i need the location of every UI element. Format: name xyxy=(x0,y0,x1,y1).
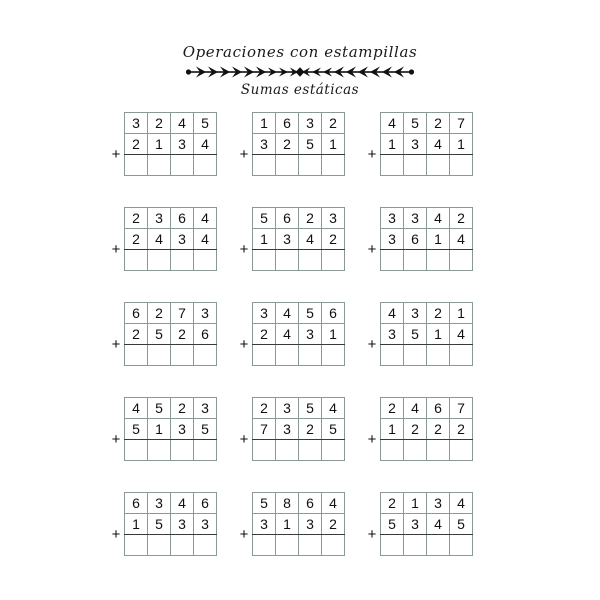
answer-cell[interactable] xyxy=(427,535,450,556)
answer-cell[interactable] xyxy=(427,345,450,366)
augend-row xyxy=(253,398,345,419)
answer-cell[interactable] xyxy=(253,440,276,461)
digit-cell: 8 xyxy=(276,493,299,514)
addend-row xyxy=(381,419,473,440)
place-value-grid xyxy=(380,397,473,461)
digit-cell: 2 xyxy=(299,208,322,229)
digit-cell: 3 xyxy=(253,514,276,535)
place-value-grid xyxy=(380,112,473,176)
augend-row xyxy=(381,398,473,419)
digit-cell: 3 xyxy=(404,514,427,535)
answer-cell[interactable] xyxy=(125,250,148,271)
digit-cell: 3 xyxy=(253,303,276,324)
digit-cell: 3 xyxy=(194,514,217,535)
answer-cell[interactable] xyxy=(276,535,299,556)
plus-sign: + xyxy=(239,430,249,448)
digit-cell: 1 xyxy=(148,134,171,155)
plus-sign: + xyxy=(111,145,121,163)
answer-cell[interactable] xyxy=(276,440,299,461)
augend-row xyxy=(381,303,473,324)
answer-cell[interactable] xyxy=(381,250,404,271)
place-value-grid xyxy=(252,397,345,461)
plus-sign: + xyxy=(367,335,377,353)
digit-cell: 5 xyxy=(194,113,217,134)
answer-cell[interactable] xyxy=(322,535,345,556)
answer-cell[interactable] xyxy=(148,155,171,176)
augend-row xyxy=(381,208,473,229)
answer-cell[interactable] xyxy=(194,535,217,556)
answer-cell[interactable] xyxy=(125,345,148,366)
place-value-grid xyxy=(124,302,217,366)
answer-cell[interactable] xyxy=(125,155,148,176)
digit-cell: 4 xyxy=(450,229,473,250)
addition-problem xyxy=(364,397,492,461)
augend-row xyxy=(381,113,473,134)
place-value-grid xyxy=(124,397,217,461)
plus-sign: + xyxy=(367,430,377,448)
digit-cell: 5 xyxy=(253,208,276,229)
answer-cell[interactable] xyxy=(381,155,404,176)
digit-cell: 4 xyxy=(125,398,148,419)
digit-cell: 1 xyxy=(404,493,427,514)
answer-cell[interactable] xyxy=(450,535,473,556)
answer-cell[interactable] xyxy=(125,535,148,556)
digit-cell: 6 xyxy=(427,398,450,419)
digit-cell: 1 xyxy=(322,134,345,155)
addition-problem xyxy=(236,492,364,556)
answer-cell[interactable] xyxy=(299,345,322,366)
digit-cell: 2 xyxy=(427,113,450,134)
digit-cell: 3 xyxy=(171,134,194,155)
place-value-grid xyxy=(380,302,473,366)
addition-problem xyxy=(364,492,492,556)
plus-sign: + xyxy=(367,525,377,543)
problem-row xyxy=(0,207,600,302)
digit-cell: 1 xyxy=(381,419,404,440)
addend-row xyxy=(381,134,473,155)
answer-cell[interactable] xyxy=(322,345,345,366)
digit-cell: 2 xyxy=(253,324,276,345)
answer-cell[interactable] xyxy=(450,440,473,461)
digit-cell: 2 xyxy=(253,398,276,419)
answer-cell[interactable] xyxy=(299,250,322,271)
digit-cell: 3 xyxy=(299,514,322,535)
digit-cell: 2 xyxy=(450,208,473,229)
page-title: Operaciones con estampillas xyxy=(182,43,418,61)
digit-cell: 2 xyxy=(171,398,194,419)
digit-cell: 2 xyxy=(125,208,148,229)
answer-row xyxy=(125,440,217,461)
digit-cell: 4 xyxy=(381,113,404,134)
digit-cell: 4 xyxy=(427,208,450,229)
digit-cell: 4 xyxy=(276,324,299,345)
digit-cell: 2 xyxy=(276,134,299,155)
digit-cell: 1 xyxy=(322,324,345,345)
digit-cell: 2 xyxy=(381,493,404,514)
answer-cell[interactable] xyxy=(322,155,345,176)
digit-cell: 4 xyxy=(450,324,473,345)
answer-row xyxy=(253,250,345,271)
answer-cell[interactable] xyxy=(427,155,450,176)
place-value-grid xyxy=(380,492,473,556)
digit-cell: 4 xyxy=(148,229,171,250)
plus-sign: + xyxy=(239,240,249,258)
answer-cell[interactable] xyxy=(171,155,194,176)
place-value-grid xyxy=(252,492,345,556)
place-value-grid xyxy=(380,207,473,271)
digit-cell: 3 xyxy=(276,398,299,419)
answer-cell[interactable] xyxy=(381,440,404,461)
addend-row xyxy=(381,324,473,345)
digit-cell: 5 xyxy=(299,134,322,155)
answer-cell[interactable] xyxy=(171,440,194,461)
digit-cell: 2 xyxy=(322,514,345,535)
addition-problem xyxy=(108,492,236,556)
addend-row xyxy=(125,514,217,535)
digit-cell: 6 xyxy=(194,493,217,514)
digit-cell: 3 xyxy=(381,229,404,250)
addend-row xyxy=(125,324,217,345)
digit-cell: 2 xyxy=(125,324,148,345)
answer-cell[interactable] xyxy=(450,345,473,366)
answer-row xyxy=(253,155,345,176)
digit-cell: 2 xyxy=(148,113,171,134)
digit-cell: 3 xyxy=(148,493,171,514)
answer-cell[interactable] xyxy=(450,155,473,176)
digit-cell: 5 xyxy=(322,419,345,440)
digit-cell: 1 xyxy=(427,324,450,345)
answer-row xyxy=(125,155,217,176)
addition-problem xyxy=(236,207,364,271)
answer-cell[interactable] xyxy=(171,345,194,366)
augend-row xyxy=(253,303,345,324)
addition-problem xyxy=(108,112,236,176)
augend-row xyxy=(381,493,473,514)
digit-cell: 3 xyxy=(125,113,148,134)
addition-problem xyxy=(108,397,236,461)
digit-cell: 3 xyxy=(148,208,171,229)
answer-cell[interactable] xyxy=(404,250,427,271)
answer-row xyxy=(253,345,345,366)
place-value-grid xyxy=(252,302,345,366)
digit-cell: 5 xyxy=(381,514,404,535)
digit-cell: 3 xyxy=(276,229,299,250)
augend-row xyxy=(125,208,217,229)
addend-row xyxy=(125,229,217,250)
addition-problem xyxy=(364,302,492,366)
answer-cell[interactable] xyxy=(125,440,148,461)
answer-cell[interactable] xyxy=(404,345,427,366)
answer-cell[interactable] xyxy=(194,440,217,461)
addend-row xyxy=(253,134,345,155)
answer-cell[interactable] xyxy=(381,535,404,556)
plus-sign: + xyxy=(367,145,377,163)
addition-problem xyxy=(236,397,364,461)
digit-cell: 7 xyxy=(253,419,276,440)
addition-problem xyxy=(108,207,236,271)
digit-cell: 1 xyxy=(381,134,404,155)
digit-cell: 4 xyxy=(450,493,473,514)
digit-cell: 2 xyxy=(148,303,171,324)
digit-cell: 1 xyxy=(450,303,473,324)
digit-cell: 1 xyxy=(276,514,299,535)
digit-cell: 3 xyxy=(171,419,194,440)
digit-cell: 5 xyxy=(125,419,148,440)
plus-sign: + xyxy=(111,240,121,258)
digit-cell: 2 xyxy=(427,303,450,324)
addition-problem xyxy=(364,207,492,271)
digit-cell: 3 xyxy=(404,303,427,324)
addend-row xyxy=(125,419,217,440)
plus-sign: + xyxy=(239,335,249,353)
digit-cell: 5 xyxy=(148,324,171,345)
digit-cell: 3 xyxy=(404,208,427,229)
digit-cell: 3 xyxy=(404,134,427,155)
answer-row xyxy=(381,535,473,556)
digit-cell: 4 xyxy=(194,229,217,250)
place-value-grid xyxy=(124,112,217,176)
answer-cell[interactable] xyxy=(299,440,322,461)
plus-sign: + xyxy=(367,240,377,258)
problem-row xyxy=(0,397,600,492)
digit-cell: 6 xyxy=(404,229,427,250)
digit-cell: 5 xyxy=(194,419,217,440)
augend-row xyxy=(125,113,217,134)
problem-row xyxy=(0,302,600,397)
addition-problem xyxy=(364,112,492,176)
digit-cell: 4 xyxy=(194,208,217,229)
plus-sign: + xyxy=(111,335,121,353)
answer-cell[interactable] xyxy=(276,155,299,176)
digit-cell: 2 xyxy=(404,419,427,440)
answer-cell[interactable] xyxy=(194,250,217,271)
digit-cell: 4 xyxy=(404,398,427,419)
digit-cell: 2 xyxy=(427,419,450,440)
plus-sign: + xyxy=(111,430,121,448)
answer-cell[interactable] xyxy=(322,440,345,461)
addend-row xyxy=(253,514,345,535)
digit-cell: 7 xyxy=(450,398,473,419)
augend-row xyxy=(253,493,345,514)
page-subtitle: Sumas estáticas xyxy=(240,82,360,98)
digit-cell: 4 xyxy=(322,493,345,514)
answer-cell[interactable] xyxy=(171,250,194,271)
answer-cell[interactable] xyxy=(276,250,299,271)
digit-cell: 6 xyxy=(171,208,194,229)
digit-cell: 6 xyxy=(194,324,217,345)
addition-problem xyxy=(236,302,364,366)
answer-cell[interactable] xyxy=(253,250,276,271)
digit-cell: 3 xyxy=(322,208,345,229)
digit-cell: 5 xyxy=(404,324,427,345)
digit-cell: 4 xyxy=(427,134,450,155)
digit-cell: 5 xyxy=(253,493,276,514)
problem-row xyxy=(0,112,600,207)
answer-cell[interactable] xyxy=(299,155,322,176)
digit-cell: 4 xyxy=(322,398,345,419)
digit-cell: 2 xyxy=(381,398,404,419)
digit-cell: 2 xyxy=(322,113,345,134)
answer-cell[interactable] xyxy=(322,250,345,271)
answer-cell[interactable] xyxy=(148,345,171,366)
digit-cell: 5 xyxy=(299,303,322,324)
digit-cell: 4 xyxy=(194,134,217,155)
digit-cell: 6 xyxy=(276,208,299,229)
digit-cell: 4 xyxy=(276,303,299,324)
digit-cell: 2 xyxy=(322,229,345,250)
digit-cell: 3 xyxy=(381,208,404,229)
answer-row xyxy=(125,535,217,556)
answer-row xyxy=(381,345,473,366)
augend-row xyxy=(125,398,217,419)
augend-row xyxy=(253,208,345,229)
augend-row xyxy=(253,113,345,134)
digit-cell: 3 xyxy=(194,398,217,419)
plus-sign: + xyxy=(239,525,249,543)
worksheet-header xyxy=(0,42,600,99)
augend-row xyxy=(125,493,217,514)
addend-row xyxy=(125,134,217,155)
digit-cell: 2 xyxy=(125,134,148,155)
answer-cell[interactable] xyxy=(299,535,322,556)
plus-sign: + xyxy=(239,145,249,163)
answer-row xyxy=(381,440,473,461)
plus-sign: + xyxy=(111,525,121,543)
digit-cell: 3 xyxy=(381,324,404,345)
addend-row xyxy=(381,514,473,535)
digit-cell: 4 xyxy=(427,514,450,535)
answer-cell[interactable] xyxy=(427,440,450,461)
digit-cell: 3 xyxy=(253,134,276,155)
digit-cell: 1 xyxy=(253,229,276,250)
digit-cell: 3 xyxy=(299,324,322,345)
digit-cell: 2 xyxy=(171,324,194,345)
addend-row xyxy=(253,229,345,250)
digit-cell: 5 xyxy=(450,514,473,535)
answer-cell[interactable] xyxy=(148,440,171,461)
addend-row xyxy=(381,229,473,250)
place-value-grid xyxy=(252,207,345,271)
digit-cell: 4 xyxy=(171,493,194,514)
digit-cell: 2 xyxy=(450,419,473,440)
problem-grid-container xyxy=(0,112,600,587)
addition-problem xyxy=(236,112,364,176)
digit-cell: 7 xyxy=(450,113,473,134)
answer-row xyxy=(125,250,217,271)
answer-cell[interactable] xyxy=(450,250,473,271)
answer-cell[interactable] xyxy=(404,155,427,176)
answer-cell[interactable] xyxy=(253,345,276,366)
answer-cell[interactable] xyxy=(427,250,450,271)
answer-cell[interactable] xyxy=(404,535,427,556)
answer-cell[interactable] xyxy=(148,535,171,556)
digit-cell: 2 xyxy=(299,419,322,440)
digit-cell: 6 xyxy=(125,303,148,324)
digit-cell: 1 xyxy=(427,229,450,250)
digit-cell: 1 xyxy=(450,134,473,155)
arrow-chevron-divider-icon xyxy=(184,65,416,79)
problem-row xyxy=(0,492,600,587)
answer-row xyxy=(125,345,217,366)
digit-cell: 3 xyxy=(299,113,322,134)
digit-cell: 3 xyxy=(276,419,299,440)
place-value-grid xyxy=(124,207,217,271)
digit-cell: 3 xyxy=(171,229,194,250)
digit-cell: 6 xyxy=(299,493,322,514)
place-value-grid xyxy=(252,112,345,176)
answer-cell[interactable] xyxy=(253,535,276,556)
answer-cell[interactable] xyxy=(404,440,427,461)
answer-row xyxy=(381,155,473,176)
digit-cell: 4 xyxy=(381,303,404,324)
answer-cell[interactable] xyxy=(276,345,299,366)
digit-cell: 4 xyxy=(171,113,194,134)
digit-cell: 1 xyxy=(148,419,171,440)
digit-cell: 6 xyxy=(125,493,148,514)
answer-row xyxy=(253,440,345,461)
answer-cell[interactable] xyxy=(171,535,194,556)
augend-row xyxy=(125,303,217,324)
digit-cell: 5 xyxy=(148,514,171,535)
digit-cell: 3 xyxy=(171,514,194,535)
digit-cell: 6 xyxy=(276,113,299,134)
digit-cell: 5 xyxy=(148,398,171,419)
answer-row xyxy=(381,250,473,271)
addition-problem xyxy=(108,302,236,366)
addend-row xyxy=(253,324,345,345)
answer-row xyxy=(253,535,345,556)
answer-cell[interactable] xyxy=(194,345,217,366)
place-value-grid xyxy=(124,492,217,556)
answer-cell[interactable] xyxy=(148,250,171,271)
digit-cell: 4 xyxy=(299,229,322,250)
digit-cell: 6 xyxy=(322,303,345,324)
digit-cell: 3 xyxy=(427,493,450,514)
digit-cell: 1 xyxy=(253,113,276,134)
digit-cell: 3 xyxy=(194,303,217,324)
answer-cell[interactable] xyxy=(194,155,217,176)
digit-cell: 1 xyxy=(125,514,148,535)
digit-cell: 7 xyxy=(171,303,194,324)
answer-cell[interactable] xyxy=(253,155,276,176)
digit-cell: 5 xyxy=(299,398,322,419)
digit-cell: 5 xyxy=(404,113,427,134)
addend-row xyxy=(253,419,345,440)
digit-cell: 2 xyxy=(125,229,148,250)
answer-cell[interactable] xyxy=(381,345,404,366)
